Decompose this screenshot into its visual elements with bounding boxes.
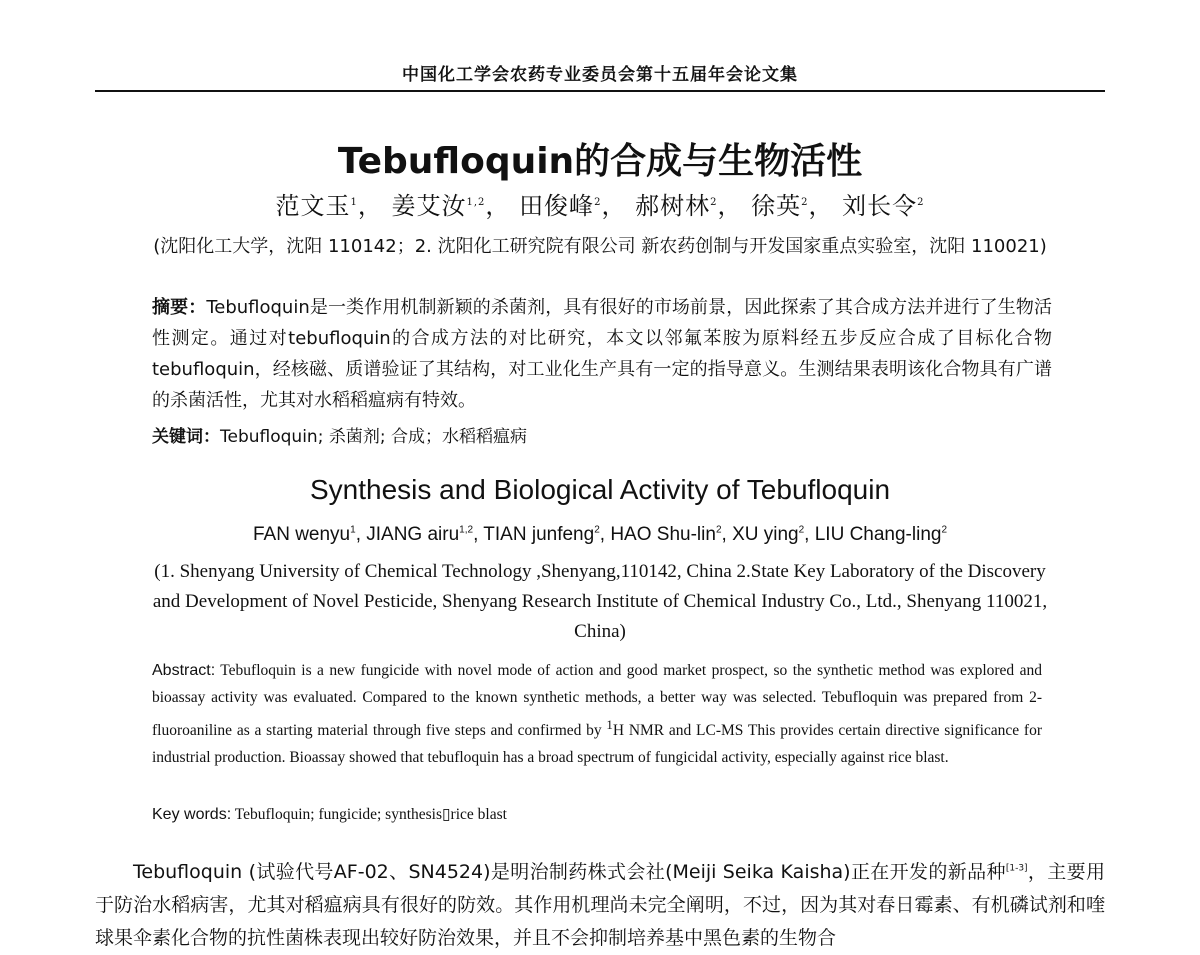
author-en: JIANG airu <box>366 524 460 545</box>
author-en: FAN wenyu <box>252 524 351 545</box>
author-cn: 郝树林 <box>635 192 711 220</box>
author-en: XU ying <box>732 524 799 545</box>
nmr-sup: 1 <box>606 717 613 732</box>
author-sup: 1 <box>350 524 356 536</box>
author-sep: ， <box>808 192 834 220</box>
author-sup: 2 <box>801 197 809 208</box>
author-cn: 田俊峰 <box>519 192 595 220</box>
abstract-en-text-2: H NMR and LC-MS This provides certain directive significance for industrial production. Bioassay showed that tebufloquin has a broad spectrum of fungicidal activity, especially against rice blast. <box>152 722 1042 767</box>
title-cn: Tebufloquin的合成与生物活性 <box>337 141 863 182</box>
author-sep: , <box>473 524 484 545</box>
keywords-en-text: Tebufloquin; fungicide; synthesis▯rice blast <box>234 806 507 823</box>
author-cn: 姜艾汝 <box>391 192 467 220</box>
author-cn: 徐英 <box>751 192 802 220</box>
author-en: LIU Chang-ling <box>814 524 942 545</box>
body-text-1: Tebufloquin (试验代号AF-02、SN4524)是明治制药株式会社(Meiji Seika Kaisha)正在开发的新品种 <box>133 861 1006 883</box>
keywords-cn-text: Tebufloquin; 杀菌剂; 合成；水稻稻瘟病 <box>220 427 527 447</box>
authors-en <box>0 524 1200 546</box>
author-sup: 2 <box>594 524 600 536</box>
abstract-en-text: Tebufloquin is a new fungicide with novel mode of action and good market prospect, so the synthetic method was explored and bioassay activity was evaluated. Compared to the known synthetic methods, a better way was selected. Tebufloquin was prepared from 2-fluoroaniline as a starting material through five steps and confirmed by <box>152 662 1042 740</box>
author-sep: ， <box>717 192 743 220</box>
abstract-en <box>152 657 1042 771</box>
abstract-en-label: Abstract: <box>152 662 216 679</box>
affiliation-en: (1. Shenyang University of Chemical Technology ,Shenyang,110142, China 2.State Key Laboratory of the Discovery and Development of Novel Pesticide, Shenyang Research Institute of Chemical Industry Co., Ltd., Shenyang 110021, China) <box>152 561 1048 642</box>
author-en: TIAN junfeng <box>483 524 595 545</box>
author-sup: 1,2 <box>466 197 486 208</box>
author-sep: ， <box>601 192 627 220</box>
author-sup: 2 <box>798 524 805 536</box>
author-sep: , <box>721 524 733 545</box>
author-cn: 刘长令 <box>842 192 918 220</box>
author-sup: 1 <box>350 197 358 208</box>
author-sup: 2 <box>710 197 718 208</box>
author-sup: 2 <box>715 524 722 536</box>
author-sep: , <box>804 524 815 545</box>
keywords-en-label: Key words: <box>152 806 232 823</box>
author-sup: 2 <box>594 197 602 208</box>
author-sup: 2 <box>917 197 925 208</box>
affiliation-cn: (沈阳化工大学，沈阳 110142；2. 沈阳化工研究院有限公司 新农药创制与开发国家重点实验室，沈阳 110021) <box>153 236 1047 257</box>
author-sep: ， <box>485 192 511 220</box>
authors-cn <box>0 186 1200 221</box>
running-head: 中国化工学会农药专业委员会第十五届年会论文集 <box>402 65 798 85</box>
abstract-cn <box>152 292 1052 416</box>
keywords-cn <box>152 423 1052 451</box>
abstract-cn-label: 摘要： <box>152 297 207 318</box>
keywords-cn-label: 关键词： <box>152 427 220 447</box>
author-sep: , <box>599 524 611 545</box>
author-sup: 1,2 <box>459 524 474 536</box>
header-rule <box>95 90 1105 92</box>
body-paragraph <box>95 856 1105 955</box>
author-en: HAO Shu-lin <box>610 524 716 545</box>
keywords-en <box>152 805 1042 824</box>
author-cn: 范文玉 <box>275 192 351 220</box>
title-en: Synthesis and Biological Activity of Tebufloquin <box>309 474 891 505</box>
author-sep: , <box>355 524 367 545</box>
abstract-cn-text: Tebufloquin是一类作用机制新颖的杀菌剂，具有很好的市场前景，因此探索了其合成方法并进行了生物活性测定。通过对tebufloquin的合成方法的对比研究，本文以邻氟苯胺为原料经五步反应合成了目标化合物tebufloquin，经核磁、质谱验证了其结构，对工业化生产具有一定的指导意义。生测结果表明该化合物具有广谱的杀菌活性，尤其对水稻稻瘟病有特效。 <box>152 297 1052 411</box>
citation-ref: [1-3] <box>1005 863 1028 874</box>
author-sup: 2 <box>941 524 948 536</box>
author-sep: ， <box>357 192 383 220</box>
body-text-2: ，主要用于防治水稻病害，尤其对稻瘟病具有很好的防效。其作用机理尚未完全阐明，不过，因为其对春日霉素、有机磷试剂和喹球果伞素化合物的抗性菌株表现出较好防治效果，并且不会抑制培养基中黑色素的生物合 <box>95 861 1105 949</box>
